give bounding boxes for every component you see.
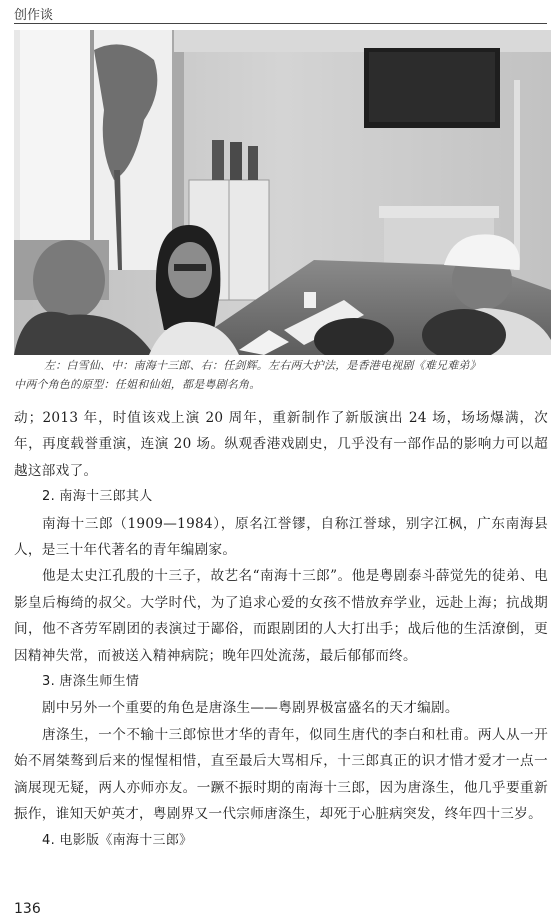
photo-caption [14, 356, 551, 394]
paragraph: 南海十三郎（1909—1984），原名江誉镠，自称江誉球，别字江枫，广东南海县人，是三十年代著名的青年编剧家。 [14, 515, 548, 559]
caption-line-1: 左：白雪仙、中：南海十三郎、右：任剑辉。左右两大护法，是香港电视剧《难兄难弟》 [44, 359, 481, 372]
section-heading-3: 3. 唐涤生师生情 [42, 674, 140, 690]
running-header [14, 6, 547, 24]
section-title: 创作谈 [14, 8, 54, 23]
section-heading-4: 4. 电影版《南海十三郎》 [42, 832, 193, 848]
page-number: 136 [14, 901, 41, 917]
photo-image-icon [14, 30, 551, 355]
meeting-photo [14, 30, 551, 355]
section-heading-2: 2. 南海十三郎其人 [42, 489, 153, 505]
paragraph-continuation: 动；2013 年，时值该戏上演 20 周年，重新制作了新版演出 24 场，场场爆满，次年，再度载誉重演，连演 20 场。纵观香港戏剧史，几乎没有一部作品的影响力可以超越这部戏了。 [14, 410, 548, 479]
caption-line-2: 中两个角色的原型：任姐和仙姐，都是粤剧名角。 [14, 378, 261, 391]
paragraph: 唐涤生，一个不输十三郎惊世才华的青年，似同生唐代的李白和杜甫。两人从一开始不屑桀骜到后来的惺惺相惜，直至最后大骂相斥，十三郎真正的识才惜才爱才一点一滴展现无疑，两人亦师亦友。一蹶不振时期的南海十三郎，因为唐涤生，他几乎要重新振作，谁知天妒英才，粤剧界又一代宗师唐涤生，却死于心脏病突发，终年四十三岁。 [14, 726, 548, 823]
article-body [14, 405, 548, 854]
paragraph: 剧中另外一个重要的角色是唐涤生——粤剧界极富盛名的天才编剧。 [42, 700, 459, 717]
paragraph: 他是太史江孔殷的十三子，故艺名“南海十三郎”。他是粤剧泰斗薛觉先的徒弟、电影皇后梅绮的叔父。大学时代，为了追求心爱的女孩不惜放弃学业，远赴上海；抗战期间，他不吝劳军剧团的表演过于鄙俗，而跟剧团的人大打出手；战后他的生活潦倒，更因精神失常，而被送入精神病院；晚年四处流荡，最后郁郁而终。 [14, 568, 548, 664]
